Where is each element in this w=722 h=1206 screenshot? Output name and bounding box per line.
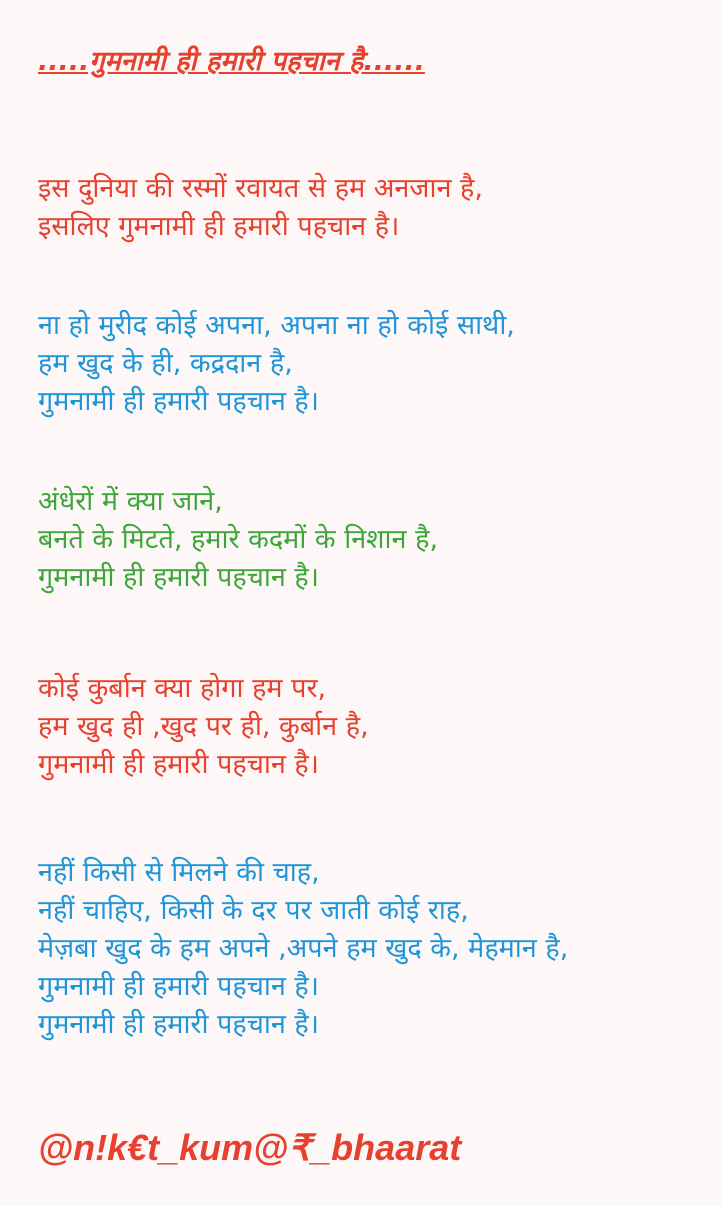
stanza-2: [38, 307, 714, 421]
author-signature: @n!k€t_kum@₹_bhaarat: [38, 1127, 462, 1168]
poem-line: बनते के मिटते, हमारे कदमों के निशान है,: [38, 524, 439, 555]
poem-line: नहीं किसी से मिलने की चाह,: [38, 857, 320, 888]
poem-title: .....गुमनामी ही हमारी पहचान है......: [38, 46, 425, 77]
stanza-1: [38, 170, 714, 246]
poem-line: अंधेरों में क्या जाने,: [38, 486, 223, 517]
poem-line: गुमनामी ही हमारी पहचान है।: [38, 386, 320, 417]
poem-line: कोई कुर्बान क्या होगा हम पर,: [38, 673, 327, 704]
poem-line: इसलिए गुमनामी ही हमारी पहचान है।: [38, 211, 400, 242]
poem-line: गुमनामी ही हमारी पहचान है।: [38, 562, 320, 593]
poem-line: नहीं चाहिए, किसी के दर पर जाती कोई राह,: [38, 895, 469, 926]
poem-line: गुमनामी ही हमारी पहचान है।: [38, 971, 320, 1002]
poem-line: हम खुद के ही, कद्रदान है,: [38, 348, 293, 379]
stanza-5: [38, 854, 714, 1044]
poem-line: गुमनामी ही हमारी पहचान है।: [38, 749, 320, 780]
stanza-3: [38, 483, 714, 597]
poem-line: ना हो मुरीद कोई अपना, अपना ना हो कोई साथी,: [38, 310, 515, 341]
poem-line: गुमनामी ही हमारी पहचान है।: [38, 1009, 320, 1040]
poem-line: मेज़बा खुद के हम अपने ,अपने हम खुद के, मेहमान है,: [38, 933, 569, 964]
poem-line: इस दुनिया की रस्मों रवायत से हम अनजान है,: [38, 173, 483, 204]
stanza-4: [38, 670, 714, 784]
poem-line: हम खुद ही ,खुद पर ही, कुर्बान है,: [38, 711, 369, 742]
